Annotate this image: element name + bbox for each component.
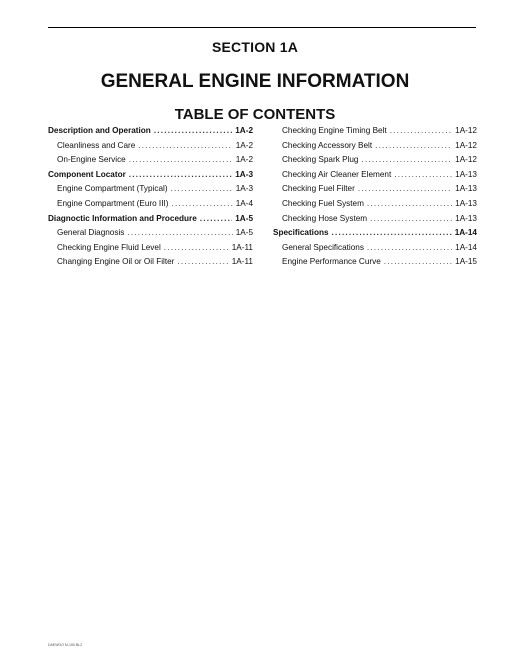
toc-entry[interactable] (48, 199, 253, 214)
toc-entry-label: Checking Engine Fluid Level (57, 242, 161, 252)
top-rule (48, 27, 476, 28)
toc-entry-page: 1A-5 (235, 213, 253, 223)
toc-entry-label: General Diagnosis (57, 228, 125, 238)
toc-left-column (48, 126, 253, 272)
toc-entry-label: Checking Engine Timing Belt (282, 126, 387, 135)
toc-entry[interactable] (48, 141, 253, 156)
dot-leader (394, 170, 452, 179)
dot-leader (129, 155, 233, 164)
toc-entry[interactable] (48, 228, 253, 243)
toc-entry-page: 1A-13 (455, 198, 477, 208)
toc-entry-page: 1A-12 (455, 155, 477, 165)
toc-entry[interactable] (273, 243, 477, 258)
toc-entry-page: 1A-14 (455, 242, 477, 252)
toc-entry-page: 1A-2 (235, 155, 253, 165)
dot-leader (390, 126, 452, 135)
toc-entry-label: Checking Accessory Belt (282, 140, 373, 150)
toc-entry-page: 1A-14 (454, 228, 477, 238)
toc-entry[interactable] (48, 214, 253, 229)
dot-leader (367, 199, 452, 208)
toc-entry[interactable] (273, 170, 477, 185)
dot-leader (171, 184, 233, 193)
dot-leader (138, 141, 232, 150)
toc-entry-label: On-Engine Service (57, 155, 126, 165)
dot-leader (172, 199, 233, 208)
toc-entry[interactable] (48, 243, 253, 258)
toc-right-column (273, 126, 477, 272)
toc-entry-label: Checking Fuel Filter (282, 184, 355, 194)
dot-leader (367, 243, 452, 252)
toc-entry-label: Checking Fuel System (282, 198, 364, 208)
dot-leader (127, 228, 232, 237)
toc-entry-page: 1A-12 (455, 140, 477, 150)
toc-entry-label: Description and Operation (48, 126, 151, 135)
dot-leader (332, 228, 452, 237)
toc-entry[interactable] (273, 184, 477, 199)
toc-entry[interactable] (273, 155, 477, 170)
toc-entry[interactable] (273, 141, 477, 156)
dot-leader (200, 214, 232, 223)
toc-heading: TABLE OF CONTENTS (174, 106, 336, 123)
dot-leader (375, 141, 452, 150)
toc-entry-label: Diagnoctic Information and Procedure (48, 213, 197, 223)
toc-entry[interactable] (48, 184, 253, 199)
toc-entry-label: Engine Compartment (Euro III) (57, 198, 169, 208)
toc-entry[interactable] (273, 199, 477, 214)
toc-entry-page: 1A-13 (455, 213, 477, 223)
toc-entry[interactable] (48, 126, 253, 141)
toc-entry[interactable] (273, 257, 477, 272)
toc-entry[interactable] (273, 214, 477, 229)
toc-entry-label: Checking Air Cleaner Element (282, 169, 392, 179)
dot-leader (384, 257, 452, 266)
toc-entry[interactable] (48, 170, 253, 185)
toc-entry-label: Engine Performance Curve (282, 257, 381, 267)
toc-entry[interactable] (273, 126, 477, 141)
page-title: GENERAL ENGINE INFORMATION (100, 71, 410, 92)
toc-entry-page: 1A-2 (235, 126, 253, 135)
toc-entry-label: Checking Spark Plug (282, 155, 359, 165)
toc-entry-page: 1A-3 (235, 184, 253, 194)
toc-entry-page: 1A-13 (455, 184, 477, 194)
toc-entry-page: 1A-5 (235, 228, 253, 238)
toc-entry-label: Changing Engine Oil or Oil Filter (57, 257, 175, 267)
toc-entry-page: 1A-13 (455, 169, 477, 179)
toc-entry-page: 1A-11 (231, 257, 253, 267)
toc-entry-label: Checking Hose System (282, 213, 368, 223)
toc-entry-page: 1A-2 (235, 140, 253, 150)
footer-code: DAEWOO M-150 BL2 (48, 643, 83, 647)
toc-entry-page: 1A-15 (455, 257, 477, 267)
dot-leader (370, 214, 452, 223)
toc-entry[interactable] (273, 228, 477, 243)
toc-entry[interactable] (48, 155, 253, 170)
toc-entry-label: Component Locator (48, 169, 126, 179)
toc-entry-label: Engine Compartment (Typical) (57, 184, 168, 194)
toc-entry-page: 1A-3 (235, 169, 253, 179)
toc-entry-page: 1A-12 (455, 126, 477, 135)
dot-leader (164, 243, 229, 252)
dot-leader (358, 184, 452, 193)
toc-entry[interactable] (48, 257, 253, 272)
dot-leader (361, 155, 452, 164)
toc-entry-label: Specifications (273, 228, 329, 238)
dot-leader (177, 257, 228, 266)
toc-entry-label: Cleanliness and Care (57, 140, 136, 150)
toc-entry-page: 1A-11 (231, 242, 253, 252)
dot-leader (154, 126, 232, 135)
dot-leader (129, 170, 232, 179)
toc-entry-label: General Specifications (282, 242, 364, 252)
section-title: SECTION 1A (211, 39, 298, 55)
toc-entry-page: 1A-4 (235, 198, 253, 208)
